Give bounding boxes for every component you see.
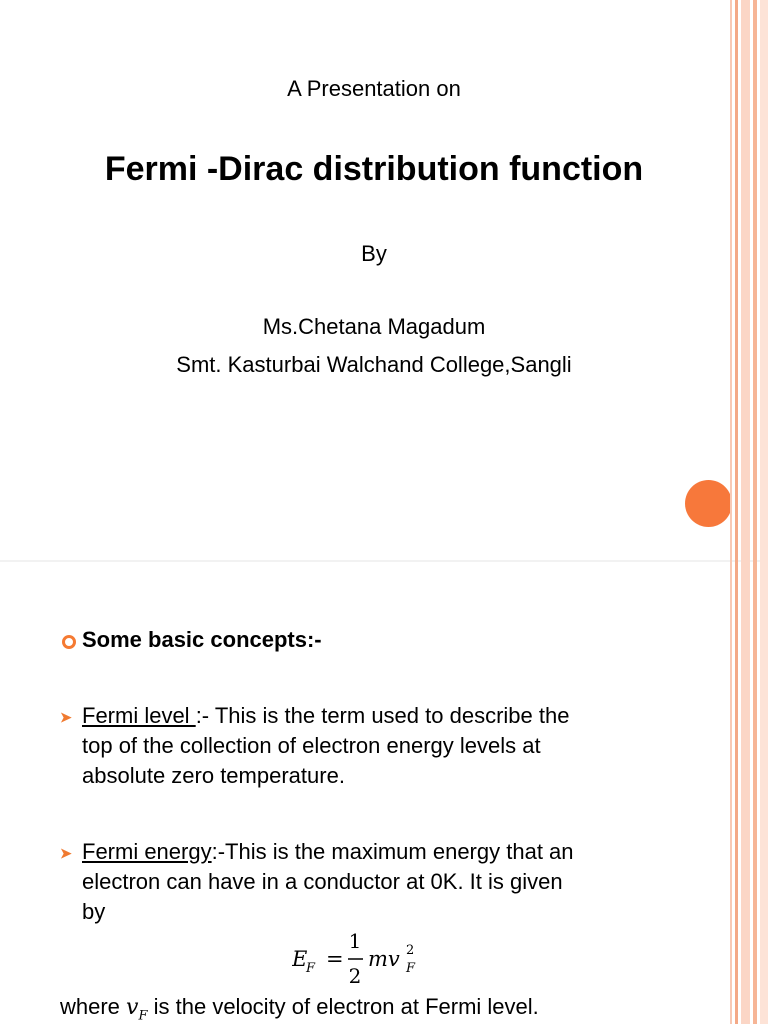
fermi-energy-text-2: electron can have in a conductor at 0K. It is given	[82, 869, 563, 894]
author-name: Ms.Chetana Magadum	[262, 314, 486, 339]
college-name: Smt. Kasturbai Walchand College,Sangli	[176, 352, 572, 377]
formula-equals: =	[326, 947, 344, 971]
arrow-bullet-icon: ➤	[60, 709, 72, 725]
orange-circle-decoration	[685, 480, 732, 527]
formula-rhs: mv	[368, 947, 400, 971]
circle-bullet-icon	[62, 635, 76, 649]
stripe	[735, 0, 738, 1024]
presentation-intro: A Presentation on	[287, 76, 461, 101]
fermi-level-text-3: absolute zero temperature.	[82, 763, 345, 788]
fermi-energy-item	[82, 837, 682, 927]
by-label: By	[361, 241, 387, 266]
section-heading: Some basic concepts:-	[82, 627, 322, 652]
fermi-level-item	[82, 701, 682, 791]
fermi-energy-term: Fermi energy	[82, 839, 212, 864]
closing-line	[60, 994, 539, 1023]
fermi-level-term: Fermi level	[82, 703, 196, 728]
closing-after: is the velocity of electron at Fermi level.	[147, 994, 539, 1019]
fermi-energy-text-1: :-This is the maximum energy that an	[211, 839, 574, 864]
fermi-energy-formula	[292, 926, 442, 988]
formula-rhs-sup: 2	[406, 943, 415, 958]
formula-numerator: 1	[348, 929, 362, 953]
velocity-symbol: v	[126, 995, 139, 1020]
presentation-title: Fermi -Dirac distribution function	[104, 150, 644, 188]
velocity-symbol-sub: F	[138, 1008, 148, 1024]
formula-lhs-sub: F	[306, 961, 316, 976]
fermi-energy-text-3: by	[82, 899, 106, 924]
right-stripe-border	[730, 0, 768, 1024]
stripe	[753, 0, 757, 1024]
closing-before: where	[60, 994, 127, 1019]
formula-rhs-sub: F	[406, 961, 416, 976]
stripe	[760, 0, 768, 1024]
formula-lhs: E	[292, 947, 308, 971]
stripe	[730, 0, 732, 1024]
formula-denominator: 2	[348, 964, 362, 988]
fermi-level-text-1: :- This is the term used to describe the	[195, 703, 570, 728]
fermi-level-text-2: top of the collection of electron energy levels at	[82, 733, 541, 758]
stripe	[741, 0, 750, 1024]
arrow-bullet-icon: ➤	[60, 845, 72, 861]
